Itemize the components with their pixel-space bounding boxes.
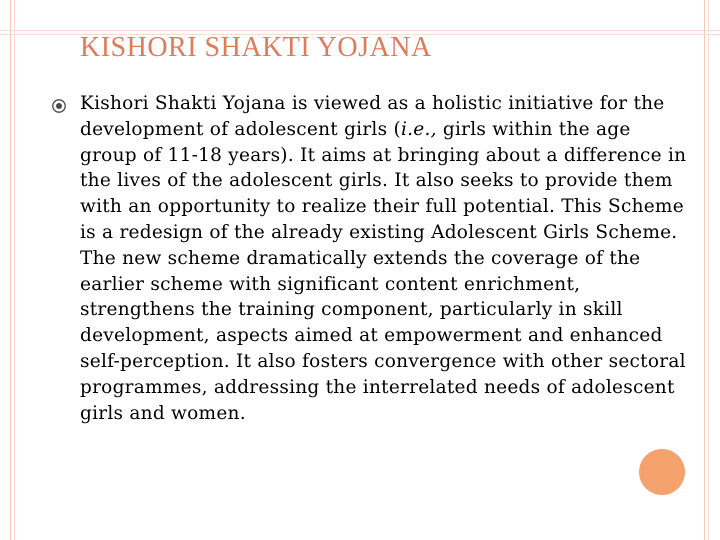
slide-title: KISHORI SHAKTI YOJANA xyxy=(80,32,432,63)
body-text-part-2: girls within the age group of 11-18 years). It aims at bringing about a difference in the lives of the adolescent girls. It also seeks to provide them with an opportunity to realize their full potential. This Scheme is a redesign of the already existing Adolescent Girls Scheme. The new scheme dramatically extends the coverage of the earlier scheme with significant content enrichment, strengthens the training component, particularly in skill development, aspects aimed at empowerment and enhanced self-perception. It also fosters convergence with other sectoral programmes, addressing the interrelated needs of adolescent girls and women. xyxy=(80,118,687,424)
frame-line-left xyxy=(10,0,11,540)
frame-line-right-inner xyxy=(708,0,709,540)
frame-line-top xyxy=(0,30,720,31)
frame-line-left-inner xyxy=(14,0,15,540)
decorative-orange-circle xyxy=(639,449,685,495)
body-text-italic: i.e., xyxy=(400,118,437,140)
circle-dot-bullet-icon xyxy=(51,98,67,114)
frame-line-right xyxy=(704,0,705,540)
body-paragraph xyxy=(80,91,690,426)
body-text-part-1: Kishori Shakti Yojana is viewed as a holistic initiative for the development of adolescent girls ( xyxy=(80,93,665,140)
